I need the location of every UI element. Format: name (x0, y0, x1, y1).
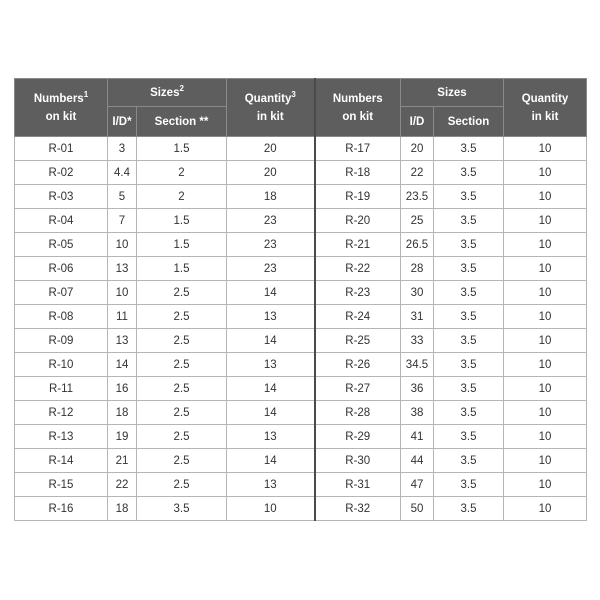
left-section-cell: 1.5 (137, 257, 227, 281)
left-number-cell: R-14 (15, 449, 108, 473)
left-id-cell: 22 (108, 473, 137, 497)
left-number-cell: R-15 (15, 473, 108, 497)
right-quantity-cell: 10 (504, 185, 587, 209)
left-id-cell: 10 (108, 281, 137, 305)
table-row (15, 473, 587, 497)
right-id-cell: 28 (401, 257, 434, 281)
right-quantity-cell: 10 (504, 425, 587, 449)
right-number-cell: R-26 (315, 353, 401, 377)
left-section-cell: 2.5 (137, 329, 227, 353)
left-number-cell: R-02 (15, 161, 108, 185)
left-id-cell: 11 (108, 305, 137, 329)
right-id-cell: 34.5 (401, 353, 434, 377)
right-section-cell: 3.5 (434, 233, 504, 257)
right-number-cell: R-25 (315, 329, 401, 353)
left-number-cell: R-11 (15, 377, 108, 401)
left-quantity-cell: 20 (227, 137, 315, 161)
left-section-cell: 2 (137, 161, 227, 185)
left-number-cell: R-13 (15, 425, 108, 449)
header-numbers-right: Numbers on kit (315, 79, 401, 137)
right-id-cell: 47 (401, 473, 434, 497)
right-id-cell: 22 (401, 161, 434, 185)
left-number-cell: R-16 (15, 497, 108, 521)
left-id-cell: 21 (108, 449, 137, 473)
left-number-cell: R-05 (15, 233, 108, 257)
right-number-cell: R-18 (315, 161, 401, 185)
left-section-cell: 2.5 (137, 377, 227, 401)
left-number-cell: R-12 (15, 401, 108, 425)
left-number-cell: R-08 (15, 305, 108, 329)
left-section-cell: 2.5 (137, 401, 227, 425)
left-quantity-cell: 13 (227, 473, 315, 497)
left-number-cell: R-01 (15, 137, 108, 161)
left-section-cell: 2.5 (137, 473, 227, 497)
left-id-cell: 13 (108, 329, 137, 353)
right-quantity-cell: 10 (504, 137, 587, 161)
right-number-cell: R-22 (315, 257, 401, 281)
left-quantity-cell: 14 (227, 449, 315, 473)
left-id-cell: 18 (108, 401, 137, 425)
right-section-cell: 3.5 (434, 497, 504, 521)
left-id-cell: 7 (108, 209, 137, 233)
right-quantity-cell: 10 (504, 209, 587, 233)
left-quantity-cell: 14 (227, 329, 315, 353)
header-quantity-left: Quantity$^3$ in kit (227, 79, 315, 137)
right-number-cell: R-32 (315, 497, 401, 521)
left-number-cell: R-04 (15, 209, 108, 233)
left-number-cell: R-10 (15, 353, 108, 377)
right-section-cell: 3.5 (434, 353, 504, 377)
left-number-cell: R-03 (15, 185, 108, 209)
left-section-cell: 1.5 (137, 233, 227, 257)
left-quantity-cell: 23 (227, 209, 315, 233)
right-quantity-cell: 10 (504, 281, 587, 305)
right-section-cell: 3.5 (434, 401, 504, 425)
table-row (15, 353, 587, 377)
right-section-cell: 3.5 (434, 281, 504, 305)
left-id-cell: 3 (108, 137, 137, 161)
right-number-cell: R-23 (315, 281, 401, 305)
right-id-cell: 50 (401, 497, 434, 521)
right-quantity-cell: 10 (504, 353, 587, 377)
right-id-cell: 20 (401, 137, 434, 161)
table-row (15, 497, 587, 521)
right-id-cell: 38 (401, 401, 434, 425)
right-quantity-cell: 10 (504, 473, 587, 497)
right-quantity-cell: 10 (504, 305, 587, 329)
right-quantity-cell: 10 (504, 449, 587, 473)
left-quantity-cell: 20 (227, 161, 315, 185)
right-section-cell: 3.5 (434, 425, 504, 449)
right-section-cell: 3.5 (434, 161, 504, 185)
table-row (15, 161, 587, 185)
table-row (15, 305, 587, 329)
left-quantity-cell: 18 (227, 185, 315, 209)
left-section-cell: 2.5 (137, 449, 227, 473)
left-section-cell: 2 (137, 185, 227, 209)
table-row (15, 401, 587, 425)
left-id-cell: 14 (108, 353, 137, 377)
right-number-cell: R-19 (315, 185, 401, 209)
left-id-cell: 5 (108, 185, 137, 209)
right-id-cell: 33 (401, 329, 434, 353)
left-section-cell: 2.5 (137, 425, 227, 449)
right-id-cell: 36 (401, 377, 434, 401)
left-quantity-cell: 23 (227, 233, 315, 257)
right-quantity-cell: 10 (504, 497, 587, 521)
right-number-cell: R-29 (315, 425, 401, 449)
right-id-cell: 30 (401, 281, 434, 305)
right-section-cell: 3.5 (434, 449, 504, 473)
left-id-cell: 10 (108, 233, 137, 257)
right-number-cell: R-30 (315, 449, 401, 473)
left-section-cell: 1.5 (137, 209, 227, 233)
left-quantity-cell: 14 (227, 377, 315, 401)
table-row (15, 329, 587, 353)
left-quantity-cell: 14 (227, 401, 315, 425)
table-row (15, 425, 587, 449)
right-id-cell: 44 (401, 449, 434, 473)
left-quantity-cell: 14 (227, 281, 315, 305)
left-number-cell: R-06 (15, 257, 108, 281)
left-section-cell: 1.5 (137, 137, 227, 161)
header-numbers-left: Numbers$^1$ on kit (15, 79, 108, 137)
header-sizes-left: Sizes$^2$ (108, 79, 227, 107)
table-row (15, 281, 587, 305)
right-number-cell: R-21 (315, 233, 401, 257)
right-section-cell: 3.5 (434, 377, 504, 401)
right-section-cell: 3.5 (434, 473, 504, 497)
table-row (15, 185, 587, 209)
left-section-cell: 3.5 (137, 497, 227, 521)
header-id-right: I/D (401, 107, 434, 137)
right-id-cell: 41 (401, 425, 434, 449)
left-id-cell: 19 (108, 425, 137, 449)
left-id-cell: 13 (108, 257, 137, 281)
left-section-cell: 2.5 (137, 281, 227, 305)
table-row (15, 137, 587, 161)
right-quantity-cell: 10 (504, 161, 587, 185)
left-quantity-cell: 13 (227, 353, 315, 377)
table-row (15, 449, 587, 473)
left-id-cell: 16 (108, 377, 137, 401)
header-section-left: Section ** (137, 107, 227, 137)
right-quantity-cell: 10 (504, 401, 587, 425)
left-quantity-cell: 10 (227, 497, 315, 521)
table-row (15, 233, 587, 257)
kit-sizes-table (14, 78, 587, 521)
header-sizes-right: Sizes (401, 79, 504, 107)
right-quantity-cell: 10 (504, 377, 587, 401)
left-quantity-cell: 13 (227, 425, 315, 449)
right-id-cell: 26.5 (401, 233, 434, 257)
left-id-cell: 18 (108, 497, 137, 521)
left-quantity-cell: 23 (227, 257, 315, 281)
left-id-cell: 4.4 (108, 161, 137, 185)
header-section-right: Section (434, 107, 504, 137)
right-number-cell: R-20 (315, 209, 401, 233)
right-section-cell: 3.5 (434, 305, 504, 329)
right-section-cell: 3.5 (434, 185, 504, 209)
left-section-cell: 2.5 (137, 353, 227, 377)
table-row (15, 257, 587, 281)
header-id-left: I/D* (108, 107, 137, 137)
right-section-cell: 3.5 (434, 209, 504, 233)
left-quantity-cell: 13 (227, 305, 315, 329)
right-id-cell: 23.5 (401, 185, 434, 209)
right-section-cell: 3.5 (434, 137, 504, 161)
right-id-cell: 25 (401, 209, 434, 233)
right-id-cell: 31 (401, 305, 434, 329)
table-row (15, 209, 587, 233)
right-quantity-cell: 10 (504, 257, 587, 281)
right-section-cell: 3.5 (434, 329, 504, 353)
right-number-cell: R-27 (315, 377, 401, 401)
right-number-cell: R-24 (315, 305, 401, 329)
right-number-cell: R-28 (315, 401, 401, 425)
table-body (15, 137, 587, 521)
left-number-cell: R-07 (15, 281, 108, 305)
right-quantity-cell: 10 (504, 233, 587, 257)
right-number-cell: R-17 (315, 137, 401, 161)
left-section-cell: 2.5 (137, 305, 227, 329)
right-quantity-cell: 10 (504, 329, 587, 353)
right-section-cell: 3.5 (434, 257, 504, 281)
header-quantity-right: Quantity in kit (504, 79, 587, 137)
left-number-cell: R-09 (15, 329, 108, 353)
table-row (15, 377, 587, 401)
right-number-cell: R-31 (315, 473, 401, 497)
